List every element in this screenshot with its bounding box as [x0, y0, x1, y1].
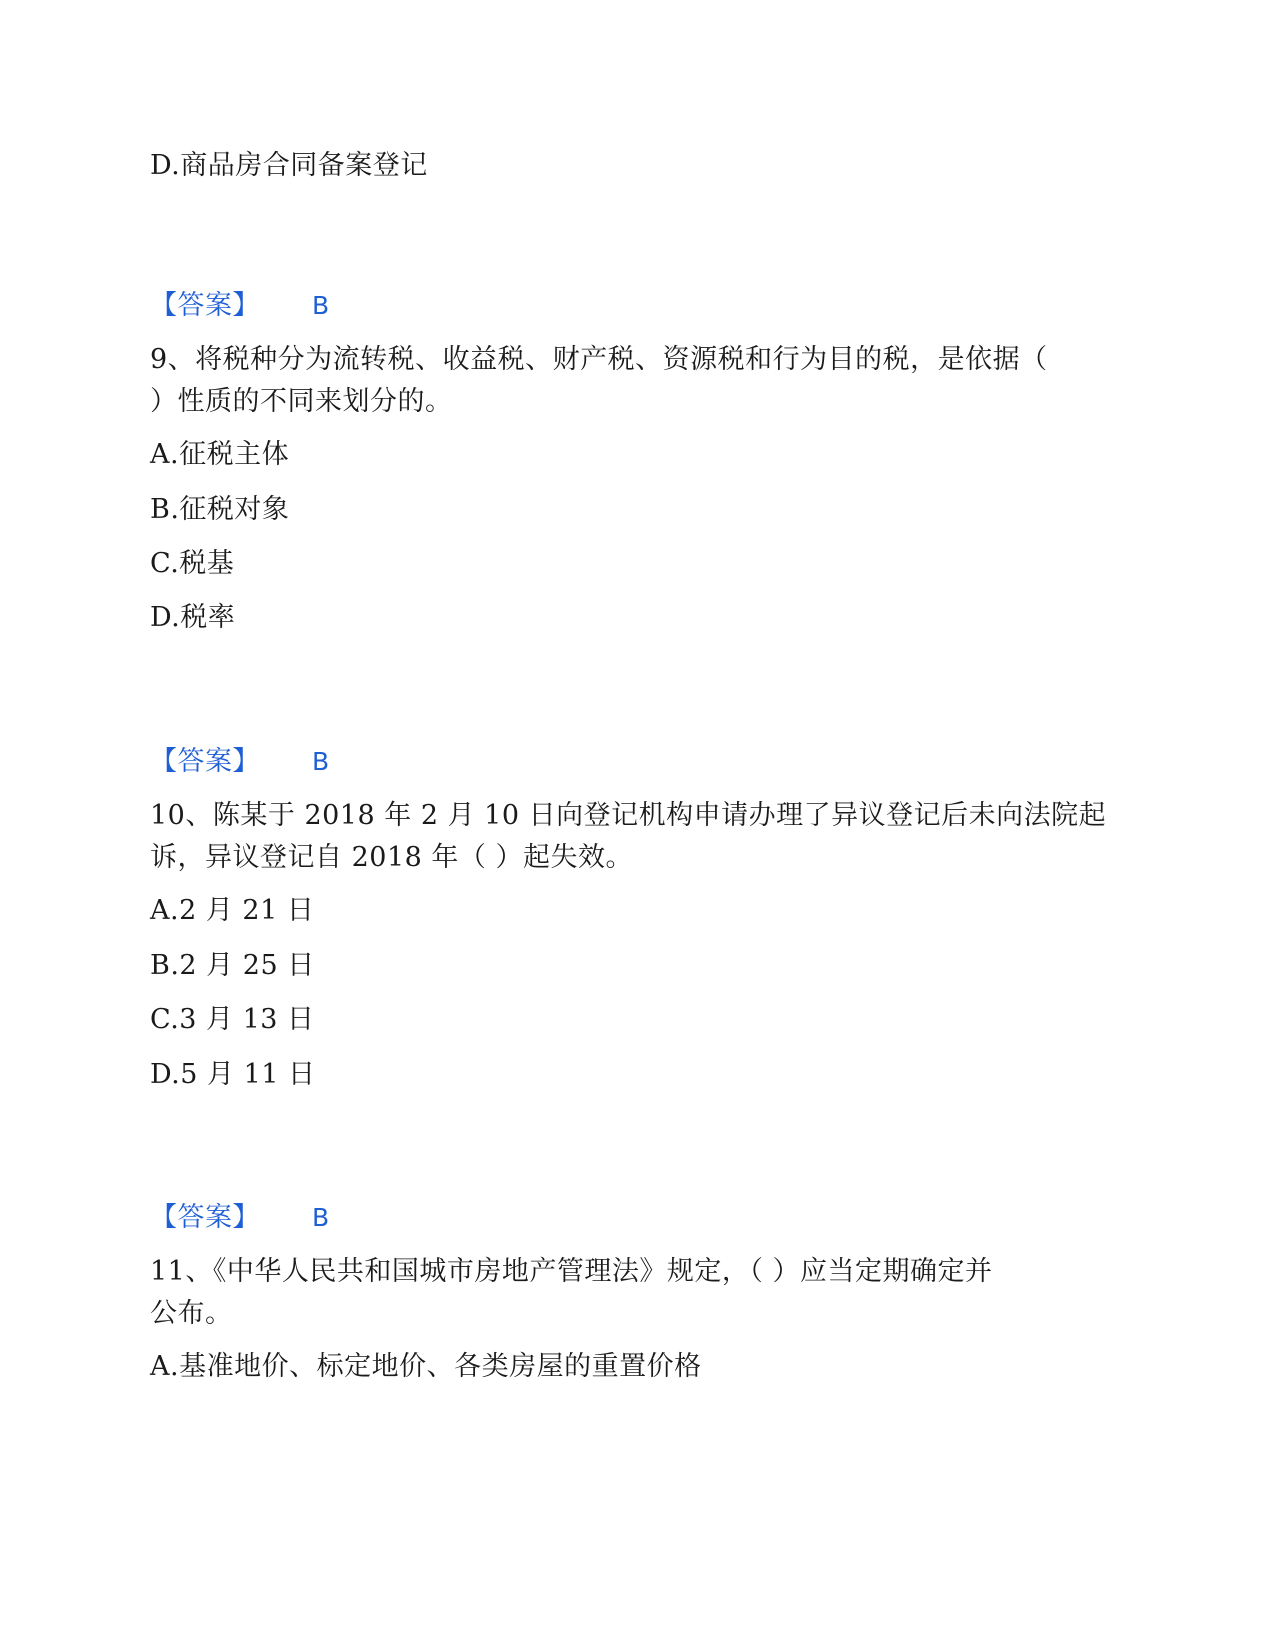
q9-option-c: C.税基 [150, 548, 235, 579]
q11-option-a: A.基准地价、标定地价、各类房屋的重置价格 [150, 1351, 702, 1382]
q9-stem-line2: ）性质的不同来划分的。 [150, 386, 453, 417]
q11-stem-line2: 公布。 [150, 1298, 233, 1329]
answer-value: B [312, 747, 330, 776]
q10-option-c: C.3 月 13 日 [150, 1004, 315, 1035]
q10-stem-line2: 诉，异议登记自 2018 年（ ）起失效。 [150, 842, 633, 873]
q10-option-b: B.2 月 25 日 [150, 950, 315, 981]
q10-option-d: D.5 月 11 日 [150, 1059, 316, 1090]
q8-option-d: D.商品房合同备案登记 [150, 150, 428, 181]
q11-stem-line1: 11、《中华人民共和国城市房地产管理法》规定，（ ）应当定期确定并 [150, 1256, 993, 1287]
q9-option-d: D.税率 [150, 602, 236, 633]
q9-option-b: B.征税对象 [150, 494, 290, 525]
q10-stem-line1: 10、陈某于 2018 年 2 月 10 日向登记机构申请办理了异议登记后未向法院起 [150, 800, 1107, 831]
answer-label: 【答案】 [150, 290, 260, 321]
q9-answer-line [150, 742, 330, 782]
q10-answer-line [150, 1198, 330, 1238]
q9-stem-line1: 9、将税种分为流转税、收益税、财产税、资源税和行为目的税，是依据（ [150, 344, 1048, 375]
q8-answer-line [150, 286, 330, 326]
answer-value: B [312, 291, 330, 320]
answer-value: B [312, 1203, 330, 1232]
answer-label: 【答案】 [150, 1202, 260, 1233]
answer-label: 【答案】 [150, 746, 260, 777]
q9-option-a: A.征税主体 [150, 439, 290, 470]
q10-option-a: A.2 月 21 日 [150, 895, 315, 926]
